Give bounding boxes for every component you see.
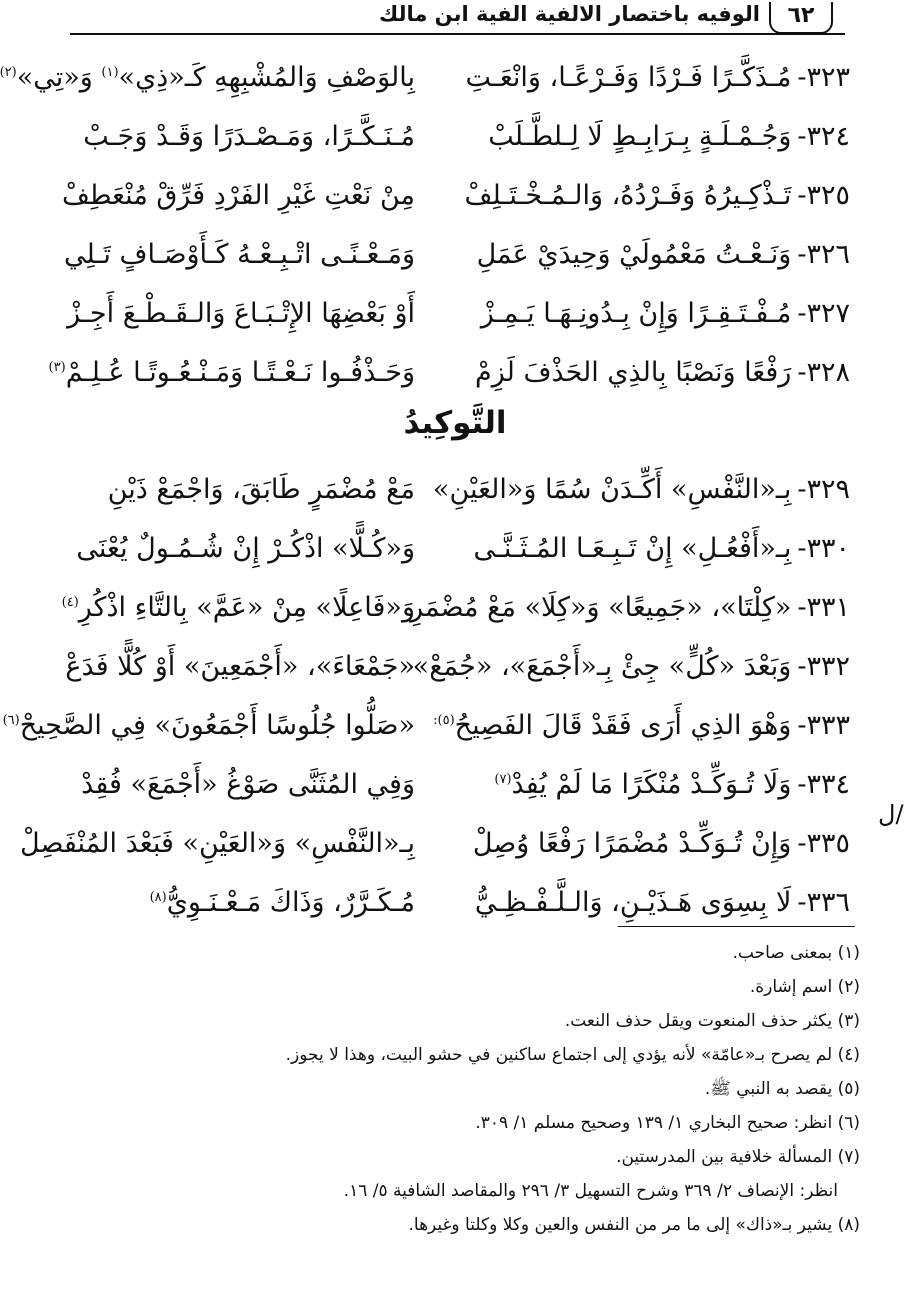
verse-line bbox=[2, 696, 850, 755]
verse-number: ٣٣١- bbox=[797, 592, 850, 623]
footnote-marker: (١) bbox=[101, 65, 119, 80]
footnote: (٦) انظر: صحيح البخاري ١/ ١٣٩ وصحيح مسلم ١/ ٣٠٩. bbox=[475, 1113, 860, 1133]
hemistich-text: وَلَا تُـوَكِّـدْ مُنْكَرًا مَا لَمْ يُفِدْ bbox=[511, 769, 792, 800]
verse-first-hemistich bbox=[432, 460, 850, 519]
footnote-marker: (٤) bbox=[61, 595, 79, 610]
footnote: (٥) يقصد به النبي ﷺ. bbox=[704, 1079, 860, 1099]
verse-line bbox=[70, 107, 850, 166]
hemistich-text: مُـنَـكَّـرًا، وَمَـصْـدَرًا وَقَـدْ وَجَـبْ bbox=[83, 121, 415, 152]
hemistich-text: أَوْ بَعْضِهَا الإِتْـبَـاعَ وَالـقَـطْـعَ أَجِـزْ bbox=[67, 298, 415, 329]
hemistich-text: «كِلْتَا»، «جَمِيعًا» وَ«كِلَا» مَعْ مُضْمَرِ bbox=[410, 592, 792, 623]
footnote: (٤) لم يصرح بـ«عامّة» لأنه يؤدي إلى اجتماع ساكنين في حشو البيت، وهذا لا يجوز. bbox=[285, 1045, 860, 1065]
hemistich-text: مِنْ نَعْتِ غَيْرِ الفَرْدِ فَرِّقْ مُنْعَطِفْ bbox=[62, 180, 415, 211]
hemistich-text: رَفْعًا وَنَصْبًا بِالذِي الحَذْفَ لَزِمْ bbox=[475, 357, 792, 388]
hemistich-text: بِـ«النَّفْسِ» أَكِّـدَنْ سُمًا وَ«العَيْنِ» bbox=[432, 474, 792, 505]
verse-number: ٣٢٣- bbox=[797, 62, 850, 93]
verse-second-hemistich bbox=[2, 696, 415, 755]
verse-second-hemistich bbox=[61, 578, 415, 637]
hemistich-text: مَعْ مُضْمَرٍ طَابَقَ، وَاجْمَعْ ذَيْنِ bbox=[107, 474, 415, 505]
hemistich-text: وَمَـعْـنًـى اتْـبِـعْـهُ كَـأَوْصَـافٍ تَـلِي bbox=[64, 239, 415, 270]
hemistich-text: وَفِي المُثَنَّى صَوْغُ «أَجْمَعَ» فُقِدْ bbox=[81, 769, 415, 800]
footnote-marker: (٢) bbox=[0, 65, 17, 80]
verse-line bbox=[64, 225, 850, 284]
hemistich-text: وَ«فَاعِلًا» مِنْ «عَمَّ» بِالتَّاءِ اذْكُرِ bbox=[78, 592, 415, 623]
verse-line bbox=[65, 637, 850, 696]
hemistich-text: مُـكَـرَّرٌ، وَذَاكَ مَـعْـنَـوِيُّ bbox=[166, 887, 415, 918]
verse-line bbox=[70, 519, 850, 578]
running-title: الوفيه باختصار الالفية الفية ابن مالك bbox=[379, 2, 760, 26]
verse-second-hemistich bbox=[67, 284, 415, 343]
verses-na-t bbox=[0, 48, 850, 402]
verse-number: ٣٣٤- bbox=[797, 769, 850, 800]
footnote: (٧) المسألة خلافية بين المدرستين. bbox=[616, 1147, 860, 1167]
hemistich-text: لَا بِسِوَى هَـذَيْـنِ، وَالـلَّـفْـظِـيُّ bbox=[474, 887, 792, 918]
margin-mark: /ل bbox=[878, 800, 904, 828]
verse-first-hemistich bbox=[433, 696, 850, 755]
verse-second-hemistich bbox=[70, 460, 415, 519]
footnote-marker: (٣) bbox=[48, 360, 66, 375]
verses-tawkid bbox=[2, 460, 850, 932]
verse-number: ٣٢٨- bbox=[797, 357, 850, 388]
verse-second-hemistich bbox=[70, 755, 415, 814]
verse-number: ٣٢٤- bbox=[797, 121, 850, 152]
verse-first-hemistich bbox=[450, 107, 850, 166]
footnote-rule bbox=[618, 926, 855, 927]
footnote: (١) بمعنى صاحب. bbox=[732, 943, 860, 963]
hemistich-text: وَحَـذْفُـوا نَـعْـتًـا وَمَـنْـعُـوتًـا عُـلِـمْ bbox=[65, 357, 415, 388]
hemistich-text: وَ«كُـلًّا» اذْكُـرْ إِنْ شُـمُـولٌ يُعْنَى bbox=[76, 533, 415, 564]
hemistich-text: «جَمْعَاءَ»، «أَجْمَعِينَ» أَوْ كُلًّا فَدَعْ bbox=[65, 651, 415, 682]
page-number: ٦٢ bbox=[769, 2, 833, 34]
verse-first-hemistich bbox=[450, 225, 850, 284]
verse-number: ٣٢٥- bbox=[797, 180, 850, 211]
verse-number: ٣٢٦- bbox=[797, 239, 850, 270]
verse-first-hemistich bbox=[450, 343, 850, 402]
verse-line bbox=[67, 284, 850, 343]
hemistich-text: تَـذْكِـيرُهُ وَفَـرْدُهُ، وَالـمُـخْـتَـلِفْ bbox=[464, 180, 792, 211]
verse-first-hemistich bbox=[412, 637, 850, 696]
footnote-marker: (٦) bbox=[2, 713, 20, 728]
header-rule bbox=[70, 33, 845, 35]
verse-second-hemistich bbox=[64, 225, 415, 284]
footnote: انظر: الإنصاف ٢/ ٣٦٩ وشرح التسهيل ٣/ ٢٩٦ والمقاصد الشافية ٥/ ١٦. bbox=[343, 1181, 838, 1201]
verse-number: ٣٣٣- bbox=[797, 710, 850, 741]
verse-second-hemistich bbox=[65, 637, 415, 696]
hemistich-text: مُـفْـتَـقِـرًا وَإِنْ بِـدُونِـهَـا يَـمِـزْ bbox=[480, 298, 792, 329]
hemistich-text: وَهْوَ الذِي أَرَى فَقَدْ قَالَ الفَصِيحُ bbox=[454, 710, 792, 741]
hemistich-text: وَنَـعْـتُ مَعْمُولَيْ وَحِيدَيْ عَمَلِ bbox=[476, 239, 792, 270]
verse-line bbox=[0, 48, 850, 107]
hemistich-text: وَ«تِي» bbox=[16, 62, 102, 93]
verse-second-hemistich bbox=[62, 166, 415, 225]
footnotes bbox=[220, 936, 860, 1242]
verse-first-hemistich bbox=[450, 519, 850, 578]
hemistich-text: «صَلُّوا جُلُوسًا أَجْمَعُونَ» فِي الصَّحِيحْ bbox=[19, 710, 415, 741]
verse-first-hemistich bbox=[450, 166, 850, 225]
hemistich-text: وَإِنْ تُـوَكِّـدْ مُضْمَرًا رَفْعًا وُصِلْ bbox=[472, 828, 792, 859]
verse-second-hemistich bbox=[20, 814, 415, 873]
verse-second-hemistich bbox=[70, 107, 415, 166]
footnote-marker: (٧) bbox=[494, 772, 512, 787]
verse-first-hemistich bbox=[450, 755, 850, 814]
verse-line bbox=[20, 814, 850, 873]
verse-line bbox=[70, 873, 850, 932]
verse-number: ٣٢٩- bbox=[797, 474, 850, 505]
verse-first-hemistich bbox=[410, 578, 850, 637]
hemistich-text: مُـذَكَّـرًا فَـرْدًا وَفَـرْعًـا، وَانْعَـتِ bbox=[465, 62, 792, 93]
hemistich-text: وَبَعْدَ «كُلٍّ» جِئْ بِـ«أَجْمَعَ»، «جُمَعْ» bbox=[412, 651, 792, 682]
footnote-marker: (٨) bbox=[149, 890, 167, 905]
verse-first-hemistich bbox=[450, 284, 850, 343]
hemistich-text: وَجُـمْـلَـةٍ بِـرَابِـطٍ لَا لِـلطَّـلَبْ bbox=[488, 121, 792, 152]
verse-second-hemistich bbox=[70, 519, 415, 578]
hemistich-text: بِالوَصْفِ وَالمُشْبِهِهِ كَـ«ذِي» bbox=[118, 62, 415, 93]
section-heading: التَّوكِيدُ bbox=[403, 405, 507, 441]
verse-line bbox=[61, 578, 850, 637]
verse-second-hemistich bbox=[48, 343, 415, 402]
verse-number: ٣٣٠- bbox=[797, 533, 850, 564]
verse-second-hemistich bbox=[0, 48, 415, 107]
verse-line bbox=[70, 460, 850, 519]
hemistich-text: بِـ«أَفْعُـلِ» إِنْ تَـبِـعَـا المُـثَـنَّـى bbox=[473, 533, 792, 564]
verse-number: ٣٢٧- bbox=[797, 298, 850, 329]
verse-line bbox=[48, 343, 850, 402]
verse-first-hemistich bbox=[450, 48, 850, 107]
verse-number: ٣٣٦- bbox=[797, 887, 850, 918]
verse-number: ٣٣٥- bbox=[797, 828, 850, 859]
verse-first-hemistich bbox=[450, 873, 850, 932]
footnote: (٨) يشير بـ«ذاك» إلى ما مر من النفس والعين وكلا وكلتا وغيرها. bbox=[408, 1215, 860, 1235]
footnote: (٣) يكثر حذف المنعوت ويقل حذف النعت. bbox=[564, 1011, 860, 1031]
footnote-marker: (٥): bbox=[433, 713, 455, 728]
footnote: (٢) اسم إشارة. bbox=[749, 977, 860, 997]
verse-line bbox=[62, 166, 850, 225]
verse-first-hemistich bbox=[450, 814, 850, 873]
verse-second-hemistich bbox=[70, 873, 415, 932]
verse-number: ٣٣٢- bbox=[797, 651, 850, 682]
verse-line bbox=[70, 755, 850, 814]
page-header bbox=[70, 0, 845, 40]
hemistich-text: بِـ«النَّفْسِ» وَ«العَيْنِ» فَبَعْدَ المُنْفَصِلْ bbox=[20, 828, 415, 859]
